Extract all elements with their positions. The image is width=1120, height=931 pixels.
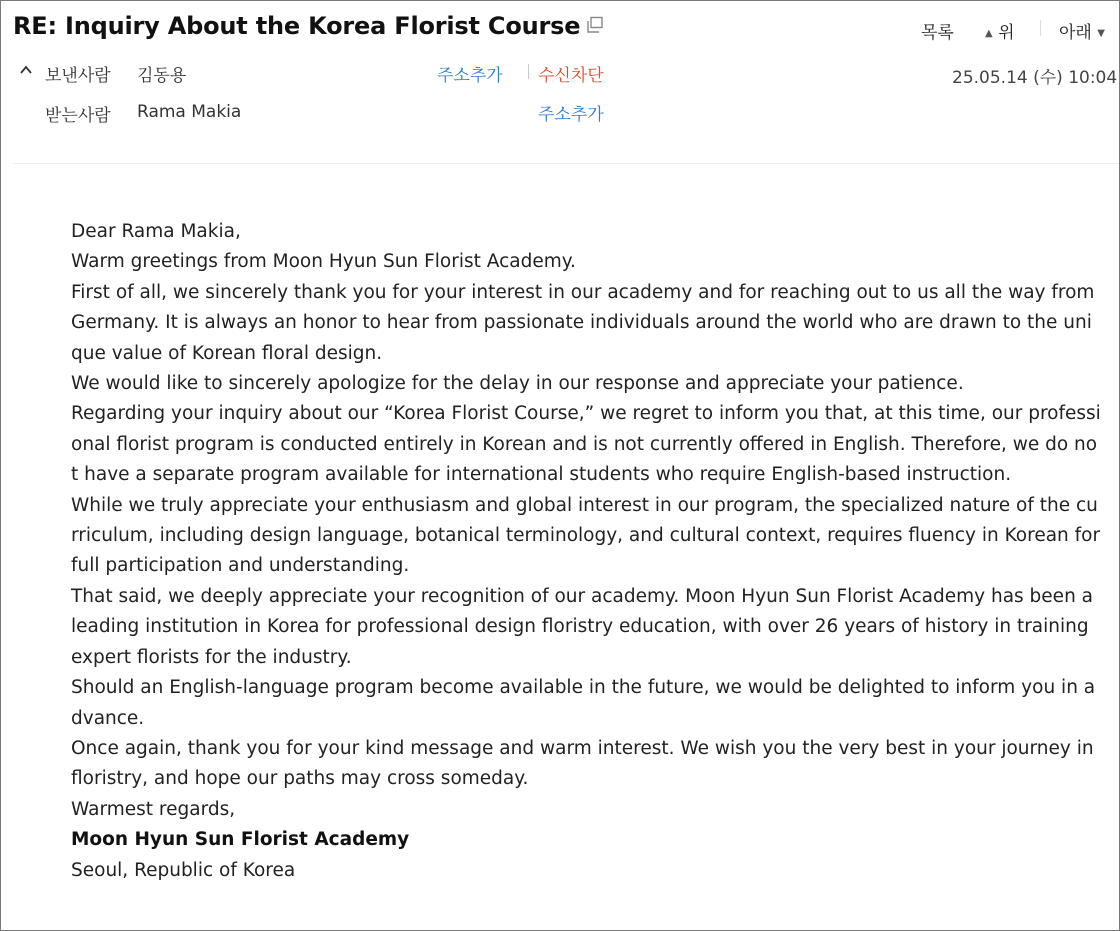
triangle-down-icon: ▼ (1097, 28, 1105, 39)
recipient-name[interactable]: Rama Makia (137, 102, 242, 122)
next-mail-button[interactable] (1059, 18, 1105, 43)
body-paragraph: Should an English-language program become available in the future, we would be delighted to inform you in advance. (71, 677, 1096, 729)
sender-add-address-link[interactable]: 주소추가 (437, 66, 503, 86)
signature-location: Seoul, Republic of Korea (71, 859, 296, 881)
email-body (71, 217, 1103, 886)
next-mail-label: 아래 (1059, 23, 1092, 43)
sender-label: 보낸사람 (45, 66, 111, 86)
sender-name[interactable]: 김동용 (137, 66, 187, 86)
previous-mail-button[interactable] (985, 18, 1015, 43)
link-divider (528, 64, 529, 79)
body-paragraph: We would like to sincerely apologize for the delay in our response and appreciate your patience. (71, 373, 964, 395)
header-divider (13, 163, 1120, 164)
received-date: 25.05.14 (수) 10:04 (952, 68, 1118, 88)
body-paragraph: Once again, thank you for your kind message and warm interest. We wish you the very best in your journey in floristry, and hope our paths may cross someday. (71, 737, 1094, 790)
body-paragraph: While we truly appreciate your enthusiasm and global interest in our program, the specialized nature of the curriculum, including design language, botanical terminology, and cultural context, requires fluency in Korean for full participation and understanding. (71, 494, 1101, 577)
email-greeting: Dear Rama Makia, (71, 221, 241, 242)
recipient-add-address-link[interactable]: 주소추가 (538, 105, 604, 125)
collapse-chevron-up-icon[interactable] (19, 63, 33, 77)
triangle-up-icon: ▲ (985, 28, 993, 39)
body-paragraph: Warm greetings from Moon Hyun Sun Florist Academy. (71, 251, 576, 273)
body-paragraph: That said, we deeply appreciate your recognition of our academy. Moon Hyun Sun Florist Academy has been a leading institution in Korea for professional design floristry education, with over 26 years of history in training expert florists for the industry. (71, 585, 1094, 668)
recipient-label: 받는사람 (45, 106, 111, 126)
body-paragraph: Regarding your inquiry about our “Korea Florist Course,” we regret to inform you that, at this time, our professional florist program is conducted entirely in Korean and is not currently offered in English. Therefore, we do not have a separate program available for international students who require English-based instruction. (71, 403, 1101, 486)
list-button[interactable]: 목록 (921, 23, 954, 43)
block-sender-link[interactable]: 수신차단 (538, 66, 604, 86)
popout-window-icon[interactable] (586, 16, 604, 34)
closing-line: Warmest regards, (71, 798, 236, 820)
previous-mail-label: 위 (998, 23, 1015, 43)
nav-divider (1040, 20, 1041, 36)
body-paragraph: First of all, we sincerely thank you for your interest in our academy and for reaching out to us all the way from Germany. It is always an honor to hear from passionate individuals around the world who are drawn to the unique value of Korean floral design. (71, 281, 1095, 364)
signature-name: Moon Hyun Sun Florist Academy (71, 829, 410, 851)
email-subject: RE: Inquiry About the Korea Florist Course (13, 12, 581, 40)
